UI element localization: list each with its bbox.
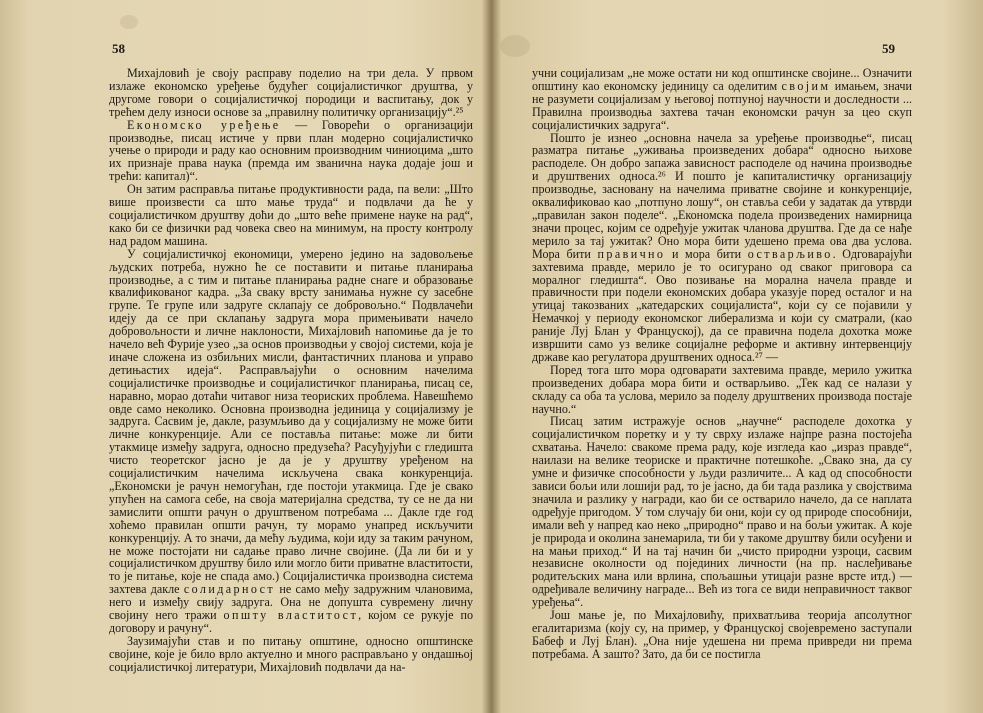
right-page: [492, 0, 983, 713]
page-number-left: 58: [112, 41, 125, 56]
left-page: [0, 0, 490, 713]
paragraph: Писац затим истражује основ „научне“ расподеле дохотка у социјалистичком поретку и у ту сврху излаже најпре разна постојећа схватања. Начело: свакоме према раду, које изгледа као „израз правде“, наилази на велике теориске и практичне потешкоће. „Свако зна, да су умне и физичке способности у људи различите... А кад од способности зависи бољи или лошији рад, то је јасно, да би тада разлика у својствима значила и разлику у награди, као би се остварило начело, да се наплата одређује пригодом. У том случају би они, који су од природе способнији, имали већ у напред као нeко „природно“ право и на бољи ужитак. А које је природа и околина занемарила, ти би у такоме друштву били осуђени и на мањи приход.“ И на тај начин би „чисто природни узроци, сасвим независне околности од појединих личности (на пр. наслеђивање родитељских мана или врлина, спољашњи утицаји разне врсте итд.) — одређивале величину награде... Већ из тога се види неправичност таквог уређења“.: [532, 414, 912, 610]
paragraph: Михајловић је своју расправу поделио на три дела. У првом излаже економско уређење будућег социјалистичког друштва, у другоме говори о социјалистичкој породици и васпитању, док у трећем делу износи основе за „правилну политичку организацију“.²⁵: [109, 66, 473, 119]
paragraph: Он затим расправља питање продуктивности рада, па вели: „Што више произвести са што мање труда“ и подвлачи да ће у социјалистичком друштву доћи до „што веће примене науке на рад“, како би се физички рад човека свео на минимум, на просту контролу над радом машина.: [109, 182, 473, 248]
paragraph: У социјалистичкој економици, умерено јединo на задовољење људских потреба, нужно ће се поставити и питање планирања производње, а с тим и питање планирања радне снаге и образовање квалификованог кадра. „За сваку врсту занимања нужне су засебне групе. Те групе или задруге склапају се добровољно.“ Подвлачећи идеју да се при склапању задруга мора примењивати начело добровољности и личне наклоности, Михајловић напомиње да је то начело већ Фурије узео „за основ производњи у својој системи, која је иначе сложена из озбиљних мисли, фантастичних планова и управо детињастих идеја“. Расправљајући о основним начелима социјалистичке производње и социјалистичког планирања, писац се, наравно, морао дотаћи читавог низа теориских проблема. Навешћемо овде само неколико. Основна производна јединица у социјализму је задруга. Сасвим је, дакле, разумљиво да у социјализму не може бити личне конкуренције. Али се поставља питање: може ли бити утакмице између задруга, односно предузећа? Расуђујући с гледишта чисто теоретског јасно је да је у друштву уређеном на социјалистичким начелима искључена свака конкуренција. „Економски је рачун немогућан, где постоји утакмица. Где је свако упућен на самога себе, на своја материјална средства, ту се не да ни замислити општи рачун о друштвеном потребама ... Дакле где год хоћемо правилан општи рачун, ту морамо унапред искључити конкуренцију. А то значи, да мећу људима, који иду за таким рачуном, не може постојати ни садање право личне својине. (Да ли би и у социјалистичком друштву било или могло бити приватне властитости, то је питање, које не спада амо.) Социјалистичка производна система захтева дакле солидарност не само међу задружним члановима, него и између свију задруга. Она не допушта сувремену личну својину него тражи општу властитост, којом се рукује по договору и рачуну“.: [109, 246, 474, 635]
left-page-body: [109, 67, 473, 674]
paragraph: Још мање је, по Михајловићу, прихватљива теорија апсолутног егалитаризма (коју су, на пример, у Француској својевремено заступали Бабеф и Луј Блан). „Она није удешена ни према привреди ни према потребама. А зашто? Зато, да би се постигла: [532, 608, 912, 661]
page-number-right: 59: [882, 41, 895, 56]
paragraph: Заузимајући став и по питању општине, односно општинске својине, које је било врло актуелно и много расправљано у ондашњој социјалистичкој литератури, Михајловић подвлачи да на-: [109, 633, 473, 674]
emphasized-word: правично: [597, 246, 666, 261]
section-heading: Економско уређење: [127, 117, 281, 132]
right-page-body: [532, 67, 912, 661]
paragraph: Пошто је изнео „основна начела за уређење производње“, писац разматра питање „уживања произведених добара“ односно њихове расподеле. Он добро запажа зависност расподеле од начина производње и друштвених односа.²⁶ И пошто је капиталистичку организацију производње, засновану на начелима приватне својине и конкуренције, оквалификовао као „потпуно лошу“, он ставља себи у задатак да утврди „правилан закон поделе“. „Економска подела произведених намирница значи процес, којим се одређује ужитак чланова друштва. Где да се нађе мерило за тај ужитак? Оно мора бити удешено према ова два услова. Мора бити правично и мора бити остварљиво. Одговарајући захтевима правде, мерило је то осигурано од сваког приговора са моралног гледишта“. Ово позивање на морална начела правде и правичности при подели економских добара указује поред осталог и на утицај такозваних „катедарских социјалиста“, који су се појавили у Немачкој у периоду економског либерализма и који су сматрали, (као раније Луј Блан у Француској), да се правична подела дохотка може извршити само уз велике социјалне реформе и активну интервенцију државе као регулатора друштвених односа.²⁷ —: [532, 130, 912, 364]
paragraph: Поред тога што мора одговарати захтевима правде, мерило ужитка произведених добара мора бити и остварљиво. „Тек кад се налази у складу са оба та услова, мерило за поделу друштвених производа постаје научно.“: [532, 362, 912, 416]
emphasized-word: својим: [781, 78, 831, 93]
emphasized-word: солидарност: [183, 582, 276, 597]
paragraph: учни социјализам „не може остати ни код општинске својине... Означити општину као економску јединицу са оделитим својим имањем, значи не разумети социјализам у његовој потпуној научности и доследности ... Правилна производња захтева тачан економски рачун за цео скуп социјалистичких задруга“.: [532, 66, 912, 132]
emphasized-word: општу властитост: [223, 608, 359, 623]
emphasized-word: остварљиво: [747, 246, 833, 261]
paragraph: Економско уређење — Говорећи о организацији производње, писац истиче у први план модерно социјалистичко учење о природи и раду као основним производним чиниоцима „што их признаје права наука (премда им званична наука додаје још и трећи: капитал)“.: [109, 117, 473, 184]
